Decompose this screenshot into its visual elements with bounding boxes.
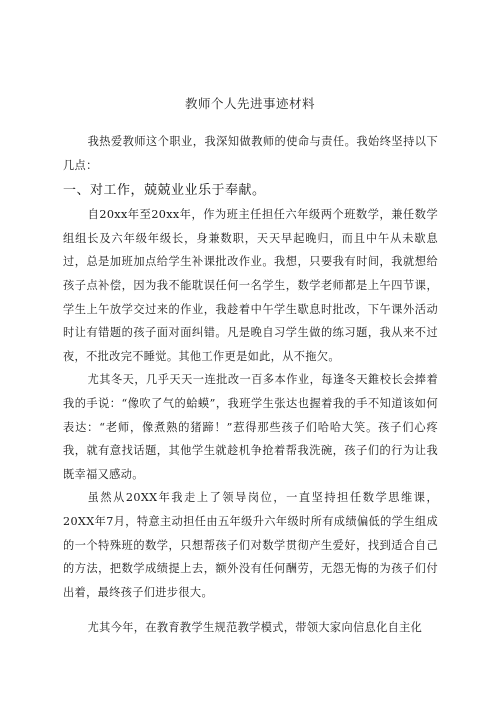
intro-paragraph: 我热爱教师这个职业，我深知做教师的使命与责任。我始终坚持以下几点：	[63, 135, 438, 172]
body-paragraph-1: 自20xx年至20xx年，作为班主任担任六年级两个班数学，兼任数学组组长及六年级年级长，身兼数职，天天早起晚归，而且中午从未歇息过，总是加班加点给学生补课批改作业。我想，只要我有时间，我就想给孩子点补偿，因为我不能耽误任何一名学生，数学老师都是上午四节课，学生上午放学交过来的作业，我趁着中午学生歇息时批改，下午课外活动时让有错题的孩子面对面纠错。凡是晚自习学生做的练习题，我从来不过夜，不批改完不睡觉。其他工作更是如此，从不拖欠。	[63, 208, 438, 363]
body-paragraph-3: 虽然从20XX年我走上了领导岗位，一直坚持担任数学思维课，20XX年7月，特意主动担任由五年级升六年级时所有成绩偏低的学生组成的一个特殊班的数学，只想帮孩子们对数学贯彻产生爱好，找到适合自己的方法，把数学成绩提上去，额外没有任何酬劳，无怨无悔的为孩子们付出着，最终孩子们进步很大。	[63, 491, 438, 599]
section-heading: 一、对工作，兢兢业业乐于奉献。	[63, 183, 266, 199]
body-paragraph-2: 尤其冬天，几乎天天一连批改一百多本作业，每逢冬天錐校长会捧着我的手说：“像吹了气的蛤蟆”，我班学生张达也握着我的手不知道该如何表达：“老师，像煮熟的猪蹄！”惹得那些孩子们哈哈大笑。孩子们心疼我，就有意找话题，其他学生就趁机争抢着帮我洗碗，孩子们的行为让我既幸福又感动。	[63, 373, 438, 481]
body-paragraph-4: 尤其今年，在教育教学生规范教学模式，带领大家向信息化自主化	[87, 621, 423, 635]
document-title: 教师个人先进事迹材料	[184, 96, 315, 111]
document-body	[63, 130, 438, 640]
